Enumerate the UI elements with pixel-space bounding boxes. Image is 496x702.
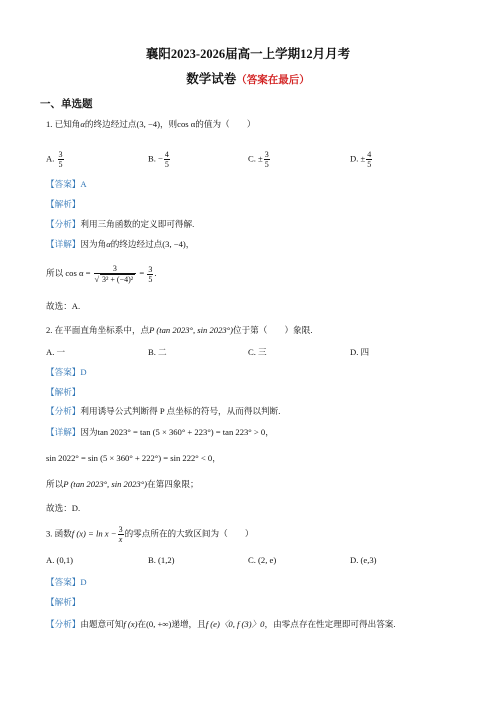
denominator: 5 xyxy=(58,160,63,169)
q1-jiexi: 【解析】 xyxy=(46,199,81,209)
q3-option-c xyxy=(248,554,276,566)
q1-option-b xyxy=(148,150,171,169)
sin-equation: sin 2022° = sin (5 × 360° + 222°) = sin 222° < 0 xyxy=(46,453,213,463)
denominator: 5 xyxy=(148,274,153,284)
option-label: D. xyxy=(350,153,359,164)
eq-end: ， xyxy=(265,427,274,437)
suoyi-point: P (tan 2023°, sin 2023°) xyxy=(63,479,148,489)
q2-guxuan: 故选：D. xyxy=(46,503,81,513)
page-subtitle xyxy=(0,69,496,87)
fenxi-interval: (0, +∞) xyxy=(146,619,172,629)
fraction xyxy=(147,265,153,284)
q2-sin-line xyxy=(46,452,221,464)
q2-option-a: A. 一 xyxy=(46,347,66,357)
q3-option-a xyxy=(46,554,73,566)
sign: ± xyxy=(258,153,263,164)
option-label: D. xyxy=(350,555,359,565)
fenxi-text: 利用三角函数的定义即可得解. xyxy=(80,219,195,229)
q1-guxuan: 故选：A. xyxy=(46,301,81,311)
fenxi-tag: 【分析】 xyxy=(46,406,81,416)
xiangjie-point: (3, −4) xyxy=(162,239,186,249)
sqrt-content: 3² + (−4)² xyxy=(102,275,134,284)
numerator: 3 xyxy=(118,525,123,534)
period: . xyxy=(154,267,157,278)
xiangjie-mid: 的终边经过点 xyxy=(110,239,163,249)
option-label: C. xyxy=(248,153,256,164)
q3-option-b xyxy=(148,554,175,566)
cos-eq: cos α = xyxy=(65,267,91,278)
fenxi-cond: f (e)〈0, f (3)〉0 xyxy=(205,619,265,629)
fenxi-text-3: 递增，且 xyxy=(171,619,206,629)
fenxi-text-4: ，由零点存在性定理即可得出答案. xyxy=(264,619,396,629)
q2-point: P (tan 2023°, sin 2023°) xyxy=(149,325,233,335)
xiangjie-text: 因为 xyxy=(80,427,98,437)
q3-fenxi xyxy=(46,618,396,630)
fraction xyxy=(164,150,170,169)
eq-end: ， xyxy=(212,453,221,463)
option-value: (2, e) xyxy=(258,555,277,565)
subtitle-text: 数学试卷 xyxy=(186,72,237,86)
sign: − xyxy=(158,153,163,164)
q2-suoyi xyxy=(46,478,199,490)
q2-stem-text: 2. 在平面直角坐标系中，点 xyxy=(46,325,150,335)
numerator: 4 xyxy=(164,150,169,159)
tan-equation: tan 2023° = tan (5 × 360° + 223°) = tan 223° > 0 xyxy=(97,427,266,437)
option-label: B. xyxy=(148,153,156,164)
q2-stem xyxy=(46,324,312,336)
xiangjie-tag: 【详解】 xyxy=(46,427,81,437)
q1-option-a xyxy=(46,150,65,169)
option-label: A. xyxy=(46,153,55,164)
numerator: 3 xyxy=(264,150,269,159)
q2-answer: 【答案】D xyxy=(46,367,87,377)
fenxi-tag: 【分析】 xyxy=(46,219,81,229)
q1-stem-mid: 的终边经过点 xyxy=(84,119,137,129)
q1-stem-prefix: 1. 已知角 xyxy=(46,119,81,129)
suoyi: 所以 xyxy=(46,479,64,489)
q1-option-d xyxy=(350,150,373,169)
q1-fenxi xyxy=(46,218,194,230)
q2-fenxi xyxy=(46,405,280,417)
option-value: (1,2) xyxy=(158,555,175,565)
sign: ± xyxy=(360,153,366,164)
q1-cos: cos α xyxy=(177,119,196,129)
denominator: 5 xyxy=(367,160,372,169)
q3-answer: 【答案】D xyxy=(46,577,87,587)
equals: = xyxy=(139,267,145,278)
q2-option-d: D. 四 xyxy=(350,347,370,357)
q3-option-d xyxy=(350,554,377,566)
option-value: (e,3) xyxy=(360,555,377,565)
subtitle-note: （答案在最后） xyxy=(236,75,310,86)
denominator: 5 xyxy=(164,160,169,169)
q2-stem-end: 位于第（ ）象限. xyxy=(232,325,313,335)
q1-xiangjie xyxy=(46,238,194,250)
fenxi-text: 利用诱导公式判断得 P 点坐标的符号，从而得以判断. xyxy=(80,406,281,416)
fraction xyxy=(264,150,270,169)
option-label: A. xyxy=(46,555,55,565)
q1-answer: 【答案】A xyxy=(46,179,87,189)
numerator: 3 xyxy=(58,150,63,159)
q1-point: (3, −4) xyxy=(136,119,160,129)
q2-option-c: C. 三 xyxy=(248,347,267,357)
fraction xyxy=(118,525,124,544)
q1-alpha: α xyxy=(80,119,85,129)
q2-jiexi: 【解析】 xyxy=(46,387,81,397)
page-title: 襄阳2023-2026届高一上学期12月月考 xyxy=(145,47,351,61)
fenxi-fx: f (x) xyxy=(123,619,138,629)
denominator: x xyxy=(118,535,123,544)
q1-stem-end: 的值为（ ） xyxy=(195,119,256,129)
fenxi-text-2: 在 xyxy=(137,619,147,629)
q3-jiexi: 【解析】 xyxy=(46,597,81,607)
numerator: 3 xyxy=(148,264,153,274)
q3-func: f (x) = ln x − xyxy=(71,528,117,539)
denominator: √ 3² + (−4)² xyxy=(94,275,134,284)
section-heading: 一、单选题 xyxy=(40,99,93,110)
fraction xyxy=(366,150,372,169)
q2-xiangjie xyxy=(46,426,274,438)
q1-stem-mid2: ，则 xyxy=(159,119,178,129)
q3-stem-end: 的零点所在的大致区间为（ ） xyxy=(124,528,254,539)
xiangjie-alpha: α xyxy=(106,239,111,249)
xiangjie-tag: 【详解】 xyxy=(46,239,81,249)
numerator: 4 xyxy=(367,150,372,159)
fraction xyxy=(58,150,64,169)
q1-derivation xyxy=(46,264,157,284)
fenxi-text-1: 由题意可知 xyxy=(80,619,124,629)
denominator: 5 xyxy=(264,160,269,169)
q1-stem xyxy=(46,118,255,130)
option-value: (0,1) xyxy=(56,555,73,565)
xiangjie-text: 因为角 xyxy=(80,239,107,249)
q2-option-b: B. 二 xyxy=(148,347,167,357)
numerator: 3 xyxy=(94,264,137,274)
option-label: C. xyxy=(248,555,256,565)
q3-stem-text: 3. 函数 xyxy=(46,528,72,539)
suoyi-end: 在第四象限； xyxy=(147,479,199,489)
q3-stem xyxy=(46,525,253,544)
option-label: B. xyxy=(148,555,156,565)
fenxi-tag: 【分析】 xyxy=(46,619,81,629)
suoyi: 所以 xyxy=(46,267,64,278)
q1-option-c xyxy=(248,150,271,169)
fraction xyxy=(94,264,137,284)
xiangjie-end: ， xyxy=(185,239,195,249)
